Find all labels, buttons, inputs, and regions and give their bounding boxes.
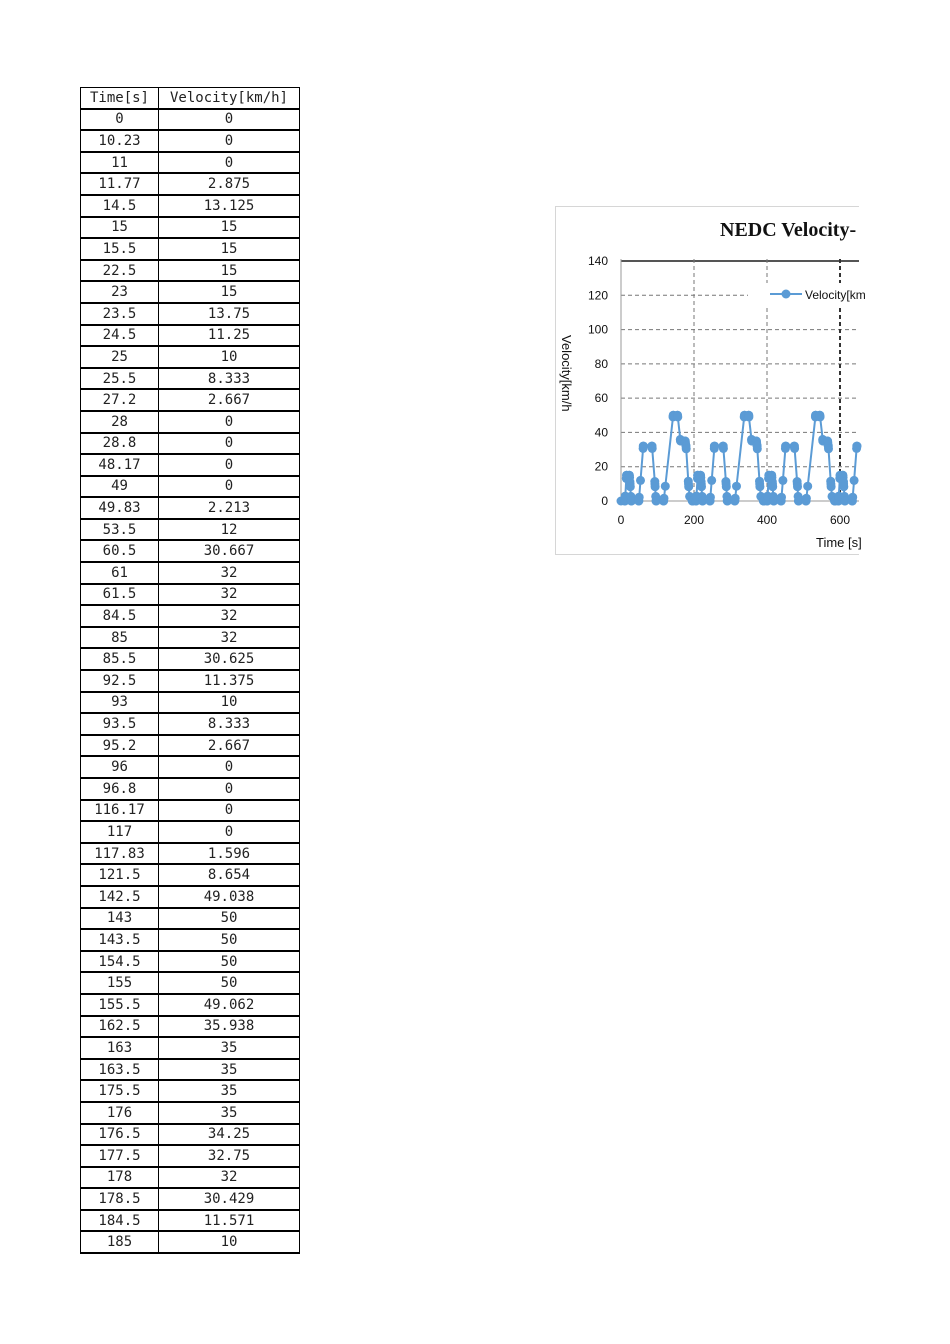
cell-time: 49 [81, 476, 159, 498]
header-velocity: Velocity[km/h] [159, 88, 300, 109]
cell-time: 14.5 [81, 195, 159, 217]
table-row [81, 735, 300, 757]
cell-time: 178 [81, 1167, 159, 1189]
data-point [661, 482, 670, 491]
cell-velocity: 35 [159, 1037, 300, 1059]
cell-time: 143 [81, 908, 159, 930]
table-row [81, 454, 300, 476]
table-row [81, 411, 300, 433]
cell-time: 95.2 [81, 735, 159, 757]
table-row [81, 778, 300, 800]
cell-velocity: 0 [159, 476, 300, 498]
nedc-data-table [80, 87, 300, 1254]
y-tick-label: 40 [594, 425, 608, 440]
cell-velocity: 34.25 [159, 1124, 300, 1146]
cell-velocity: 15 [159, 260, 300, 282]
table-row [81, 1231, 300, 1253]
table-row [81, 1188, 300, 1210]
table-row [81, 670, 300, 692]
cell-velocity: 10 [159, 1231, 300, 1253]
cell-velocity: 32 [159, 562, 300, 584]
legend-label: Velocity[km [805, 288, 866, 302]
cell-velocity: 49.062 [159, 994, 300, 1016]
cell-time: 185 [81, 1231, 159, 1253]
cell-time: 178.5 [81, 1188, 159, 1210]
table-header-row [81, 88, 300, 109]
cell-velocity: 49.038 [159, 886, 300, 908]
cell-time: 25 [81, 346, 159, 368]
data-point [744, 412, 753, 421]
y-tick-label: 100 [587, 322, 608, 337]
cell-velocity: 0 [159, 433, 300, 455]
cell-time: 22.5 [81, 260, 159, 282]
cell-velocity: 1.596 [159, 843, 300, 865]
cell-velocity: 35.938 [159, 1016, 300, 1038]
data-point [639, 442, 648, 451]
cell-time: 28 [81, 411, 159, 433]
cell-velocity: 50 [159, 972, 300, 994]
table-row [81, 476, 300, 498]
table-row [81, 519, 300, 541]
cell-velocity: 2.667 [159, 389, 300, 411]
data-point [731, 494, 740, 503]
table-row [81, 260, 300, 282]
table-row [81, 972, 300, 994]
header-time: Time[s] [81, 88, 159, 109]
data-point [827, 482, 836, 491]
data-point [753, 444, 762, 453]
cell-velocity: 8.333 [159, 368, 300, 390]
cell-time: 93 [81, 692, 159, 714]
cell-time: 53.5 [81, 519, 159, 541]
table-row [81, 389, 300, 411]
data-point [722, 482, 731, 491]
data-point [839, 482, 848, 491]
data-point [673, 412, 682, 421]
cell-time: 155.5 [81, 994, 159, 1016]
cell-time: 28.8 [81, 433, 159, 455]
cell-velocity: 13.125 [159, 195, 300, 217]
table-row [81, 1080, 300, 1102]
velocity-chart [556, 207, 866, 554]
data-point [684, 482, 693, 491]
cell-time: 23.5 [81, 303, 159, 325]
cell-velocity: 0 [159, 800, 300, 822]
cell-time: 27.2 [81, 389, 159, 411]
table-row [81, 1059, 300, 1081]
cell-time: 184.5 [81, 1210, 159, 1232]
cell-velocity: 0 [159, 130, 300, 152]
cell-velocity: 0 [159, 756, 300, 778]
y-tick-label: 20 [594, 459, 608, 474]
cell-velocity: 0 [159, 411, 300, 433]
cell-velocity: 30.667 [159, 540, 300, 562]
x-tick-label: 400 [756, 513, 778, 527]
table-row [81, 497, 300, 519]
table-row [81, 627, 300, 649]
table-row [81, 152, 300, 174]
y-tick-label: 60 [594, 391, 608, 406]
cell-velocity: 13.75 [159, 303, 300, 325]
data-point [732, 482, 741, 491]
cell-velocity: 11.571 [159, 1210, 300, 1232]
data-point [635, 493, 644, 502]
table-row [81, 951, 300, 973]
cell-time: 142.5 [81, 886, 159, 908]
data-point [793, 482, 802, 491]
cell-time: 96 [81, 756, 159, 778]
y-axis-label [559, 335, 574, 412]
cell-time: 15 [81, 217, 159, 239]
table-row [81, 994, 300, 1016]
cell-velocity: 35 [159, 1080, 300, 1102]
x-axis-ticks [618, 513, 851, 527]
y-tick-label: 120 [587, 288, 608, 303]
table-row [81, 303, 300, 325]
table-row [81, 1037, 300, 1059]
table-row [81, 1210, 300, 1232]
cell-velocity: 2.875 [159, 173, 300, 195]
cell-velocity: 32 [159, 1167, 300, 1189]
cell-time: 143.5 [81, 929, 159, 951]
cell-velocity: 15 [159, 281, 300, 303]
cell-time: 116.17 [81, 800, 159, 822]
cell-velocity: 50 [159, 908, 300, 930]
table-row [81, 713, 300, 735]
cell-time: 177.5 [81, 1145, 159, 1167]
data-point [719, 444, 728, 453]
data-table-container [80, 87, 300, 1254]
data-point [850, 476, 859, 485]
cell-time: 162.5 [81, 1016, 159, 1038]
cell-velocity: 15 [159, 238, 300, 260]
table-row [81, 648, 300, 670]
table-row [81, 843, 300, 865]
table-row [81, 1145, 300, 1167]
table-row [81, 1016, 300, 1038]
y-axis-label-text: Velocity[km/h [559, 335, 574, 412]
cell-velocity: 15 [159, 217, 300, 239]
table-row [81, 756, 300, 778]
cell-time: 49.83 [81, 497, 159, 519]
cell-velocity: 50 [159, 951, 300, 973]
chart-legend [748, 283, 866, 305]
table-row [81, 1124, 300, 1146]
cell-velocity: 10 [159, 346, 300, 368]
data-point [682, 444, 691, 453]
cell-time: 121.5 [81, 864, 159, 886]
data-point [778, 476, 787, 485]
cell-velocity: 8.654 [159, 864, 300, 886]
table-row [81, 1167, 300, 1189]
table-row [81, 346, 300, 368]
cell-velocity: 0 [159, 778, 300, 800]
cell-time: 15.5 [81, 238, 159, 260]
data-point [697, 482, 706, 491]
data-point [706, 493, 715, 502]
data-point [707, 476, 716, 485]
table-row [81, 605, 300, 627]
cell-time: 11 [81, 152, 159, 174]
cell-velocity: 10 [159, 692, 300, 714]
cell-velocity: 32 [159, 627, 300, 649]
cell-time: 92.5 [81, 670, 159, 692]
data-point [816, 412, 825, 421]
table-row [81, 281, 300, 303]
table-row [81, 864, 300, 886]
data-point [803, 482, 812, 491]
table-row [81, 217, 300, 239]
cell-time: 61 [81, 562, 159, 584]
cell-velocity: 35 [159, 1102, 300, 1124]
table-row [81, 821, 300, 843]
cell-velocity: 32 [159, 584, 300, 606]
data-point [636, 476, 645, 485]
cell-velocity: 32.75 [159, 1145, 300, 1167]
table-row [81, 130, 300, 152]
x-tick-label: 600 [829, 513, 851, 527]
cell-velocity: 30.429 [159, 1188, 300, 1210]
x-tick-label: 0 [617, 513, 625, 527]
data-point [802, 494, 811, 503]
table-row [81, 908, 300, 930]
data-point [710, 442, 719, 451]
chart-panel [555, 206, 866, 555]
cell-time: 155 [81, 972, 159, 994]
cell-time: 48.17 [81, 454, 159, 476]
cell-velocity: 0 [159, 152, 300, 174]
data-point [824, 444, 833, 453]
cell-time: 117.83 [81, 843, 159, 865]
table-row [81, 692, 300, 714]
x-axis-label: Time [s] [816, 535, 862, 550]
data-point [626, 482, 635, 491]
cell-velocity: 32 [159, 605, 300, 627]
cell-time: 24.5 [81, 325, 159, 347]
cell-time: 11.77 [81, 173, 159, 195]
data-point [848, 493, 857, 502]
legend-marker [782, 290, 791, 299]
table-row [81, 433, 300, 455]
cell-velocity: 11.375 [159, 670, 300, 692]
data-point [648, 444, 657, 453]
cell-velocity: 50 [159, 929, 300, 951]
cell-velocity: 35 [159, 1059, 300, 1081]
y-tick-label: 0 [601, 494, 608, 508]
table-row [81, 540, 300, 562]
cell-time: 10.23 [81, 130, 159, 152]
cell-time: 176 [81, 1102, 159, 1124]
cell-velocity: 30.625 [159, 648, 300, 670]
data-point [790, 444, 799, 453]
x-tick-label: 200 [683, 513, 705, 527]
cell-time: 93.5 [81, 713, 159, 735]
cell-velocity: 0 [159, 821, 300, 843]
cell-time: 84.5 [81, 605, 159, 627]
cell-time: 117 [81, 821, 159, 843]
data-point [651, 482, 660, 491]
cell-time: 96.8 [81, 778, 159, 800]
table-row [81, 195, 300, 217]
table-row [81, 368, 300, 390]
cell-time: 85.5 [81, 648, 159, 670]
cell-velocity: 2.213 [159, 497, 300, 519]
cell-velocity: 0 [159, 109, 300, 131]
chart-series [617, 411, 862, 506]
table-row [81, 173, 300, 195]
cell-velocity: 11.25 [159, 325, 300, 347]
cell-time: 0 [81, 109, 159, 131]
cell-time: 176.5 [81, 1124, 159, 1146]
cell-velocity: 2.667 [159, 735, 300, 757]
table-row [81, 238, 300, 260]
y-tick-label: 80 [594, 356, 608, 371]
cell-time: 154.5 [81, 951, 159, 973]
cell-time: 60.5 [81, 540, 159, 562]
y-tick-label: 140 [587, 254, 608, 268]
table-body [81, 109, 300, 1253]
cell-velocity: 12 [159, 519, 300, 541]
table-row [81, 109, 300, 131]
data-point [781, 442, 790, 451]
cell-time: 25.5 [81, 368, 159, 390]
data-point [660, 494, 669, 503]
data-point [768, 482, 777, 491]
cell-time: 163 [81, 1037, 159, 1059]
cell-velocity: 0 [159, 454, 300, 476]
chart-title: NEDC Velocity- [720, 219, 857, 241]
table-row [81, 325, 300, 347]
cell-time: 163.5 [81, 1059, 159, 1081]
cell-time: 23 [81, 281, 159, 303]
cell-time: 175.5 [81, 1080, 159, 1102]
data-point [777, 493, 786, 502]
cell-velocity: 8.333 [159, 713, 300, 735]
y-axis-ticks [588, 254, 608, 508]
data-point [853, 442, 862, 451]
data-point [755, 482, 764, 491]
table-row [81, 800, 300, 822]
cell-time: 61.5 [81, 584, 159, 606]
table-row [81, 929, 300, 951]
table-row [81, 562, 300, 584]
table-row [81, 886, 300, 908]
table-row [81, 584, 300, 606]
table-row [81, 1102, 300, 1124]
cell-time: 85 [81, 627, 159, 649]
